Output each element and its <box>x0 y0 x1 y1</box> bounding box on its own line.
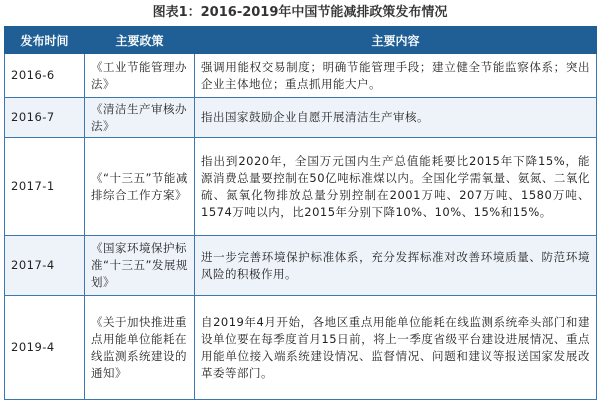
row-date: 2016-7 <box>5 98 85 138</box>
row-policy: 《“十三五”节能减排综合工作方案》 <box>85 138 195 236</box>
row-content: 指出到2020年，全国万元国内生产总值能耗要比2015年下降15%，能源消费总量要控制在50亿吨标准煤以内。全国化学需氧量、氨氮、二氧化硫、氮氧化物排放总量分别控制在2001万吨、207万吨、1580万吨、1574万吨以内，比2015年分别下降10%、10%、15%和15%。 <box>195 138 597 236</box>
table-row <box>5 296 597 400</box>
table-title: 图表1：2016-2019年中国节能减排政策发布情况 <box>152 5 448 20</box>
row-policy: 《关于加快推进重点用能单位能耗在线监测系统建设的通知》 <box>85 296 195 400</box>
header-content: 主要内容 <box>195 27 597 54</box>
table-row <box>5 54 597 98</box>
table-row <box>5 138 597 236</box>
table-row <box>5 98 597 138</box>
row-date: 2017-4 <box>5 236 85 296</box>
header-policy: 主要政策 <box>85 27 195 54</box>
table-row <box>5 236 597 296</box>
table-header-row <box>5 27 597 54</box>
row-content: 指出国家鼓励企业自愿开展清洁生产审核。 <box>195 98 597 138</box>
header-date: 发布时间 <box>5 27 85 54</box>
row-date: 2016-6 <box>5 54 85 98</box>
row-content: 强调用能权交易制度；明确节能管理手段；建立健全节能监察体系；突出企业主体地位；重点抓用能大户。 <box>195 54 597 98</box>
policy-table <box>4 26 597 400</box>
row-date: 2019-4 <box>5 296 85 400</box>
row-policy: 《国家环境保护标准“十三五”发展规划》 <box>85 236 195 296</box>
row-policy: 《清洁生产审核办法》 <box>85 98 195 138</box>
row-content: 进一步完善环境保护标准体系，充分发挥标准对改善环境质量、防范环境风险的积极作用。 <box>195 236 597 296</box>
row-policy: 《工业节能管理办法》 <box>85 54 195 98</box>
row-date: 2017-1 <box>5 138 85 236</box>
row-content: 自2019年4月开始，各地区重点用能单位能耗在线监测系统牵头部门和建设单位要在每季度首月15日前，将上一季度省级平台建设进展情况、重点用能单位接入端系统建设情况、监督情况、问题和建议等报送国家发展改革委等部门。 <box>195 296 597 400</box>
